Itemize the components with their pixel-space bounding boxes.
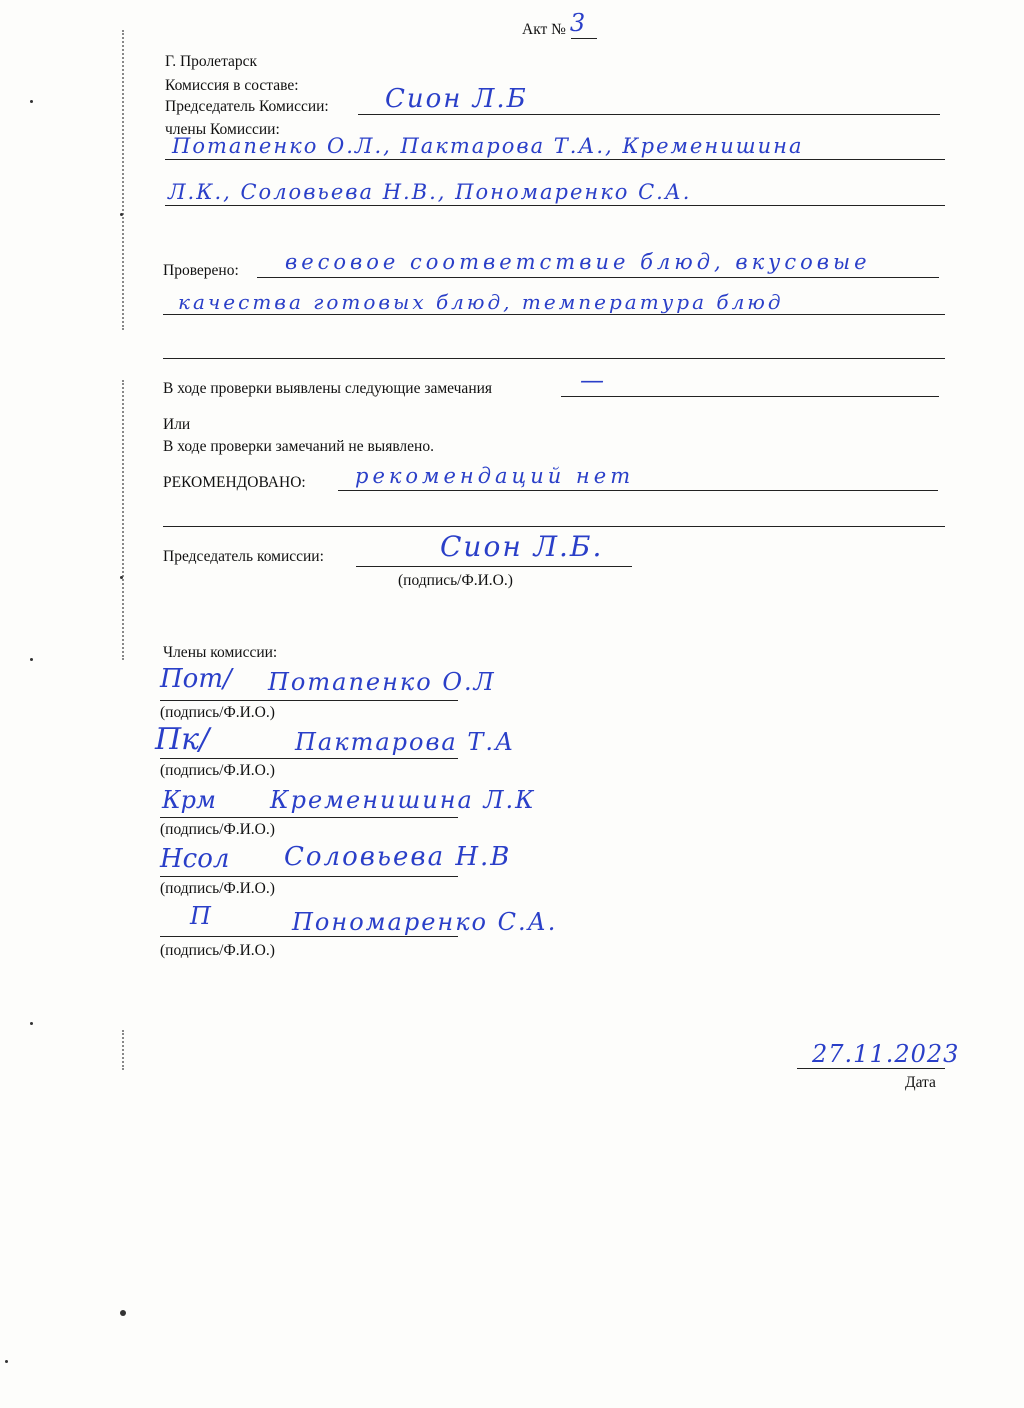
commission-label: Комиссия в составе: [165,77,299,94]
scan-speck [30,1022,33,1025]
member-3-name: Кременишина Л.К [270,786,536,814]
member-4-line [160,876,458,877]
member-2-name: Пактарова Т.А [295,728,516,756]
no-remarks-label: В ходе проверки замечаний не выявлено. [163,438,434,455]
city-label: Г. Пролетарск [165,53,258,70]
scan-speck [30,100,33,103]
member-4-caption: (подпись/Ф.И.О.) [160,880,275,897]
scan-speck [120,1310,126,1316]
act-label: Акт № [522,21,566,38]
members-line-2 [165,205,945,206]
recommended-label: РЕКОМЕНДОВАНО: [163,474,306,491]
act-number-underline [571,38,597,39]
checked-handwritten-line1: весовое соответствие блюд, вкусовые [285,250,871,274]
chairman-sign-label: Председатель комиссии: [163,548,324,565]
scan-speck [120,213,123,216]
member-3-line [160,817,458,818]
scan-noise-left-2 [122,380,128,660]
chairman-handwritten: Сион Л.Б [385,84,528,114]
member-5-signature: П [190,902,211,930]
member-4-name: Соловьева Н.В [284,842,512,872]
member-3-signature: Крм [162,786,216,814]
member-2-caption: (подпись/Ф.И.О.) [160,762,275,779]
recommended-line-2 [163,526,945,527]
members-line-1 [165,159,945,160]
remarks-line [561,396,939,397]
member-1-signature: Пот/ [160,664,232,694]
scan-speck [30,658,33,661]
member-1-line [160,700,458,701]
recommended-line [338,490,938,491]
scan-noise-left-3 [122,1030,128,1070]
remarks-handwritten: — [580,366,604,394]
checked-label: Проверено: [163,262,239,279]
checked-line-1 [257,277,939,278]
member-5-name: Пономаренко С.А. [292,908,558,936]
chairman-sign-line [356,566,632,567]
recommended-handwritten: рекомендаций нет [355,464,635,488]
member-5-caption: (подпись/Ф.И.О.) [160,942,275,959]
date-label: Дата [905,1074,936,1091]
scan-speck [5,1360,8,1363]
checked-handwritten-line2: качества готовых блюд, температура блюд [178,290,784,314]
members-sign-label: Члены комиссии: [163,644,278,661]
member-2-signature: Пк/ [155,722,210,757]
members-handwritten-line1: Потапенко О.Л., Пактарова Т.А., Кременишина [172,134,804,158]
member-4-signature: Нсол [160,844,230,874]
date-handwritten: 27.11.2023 [812,1040,960,1068]
or-label: Или [163,416,191,433]
chairman-label: Председатель Комиссии: [165,98,329,115]
member-5-line [160,936,458,937]
act-title [522,9,586,39]
member-1-name: Потапенко О.Л [268,668,496,696]
scan-speck [120,576,123,579]
members-label: члены Комиссии: [165,121,280,138]
chairman-line [358,114,940,115]
chairman-sign-handwritten: Сион Л.Б. [440,530,604,563]
scan-noise-left [122,30,128,330]
checked-line-2 [163,314,945,315]
checked-line-3 [163,358,945,359]
date-line [797,1068,945,1069]
member-1-caption: (подпись/Ф.И.О.) [160,704,275,721]
act-number: 3 [569,9,586,37]
member-2-line [160,758,458,759]
chairman-sign-caption: (подпись/Ф.И.О.) [398,572,513,589]
members-handwritten-line2: Л.К., Соловьева Н.В., Пономаренко С.А. [168,180,692,204]
member-3-caption: (подпись/Ф.И.О.) [160,821,275,838]
remarks-label: В ходе проверки выявлены следующие замечания [163,380,493,397]
